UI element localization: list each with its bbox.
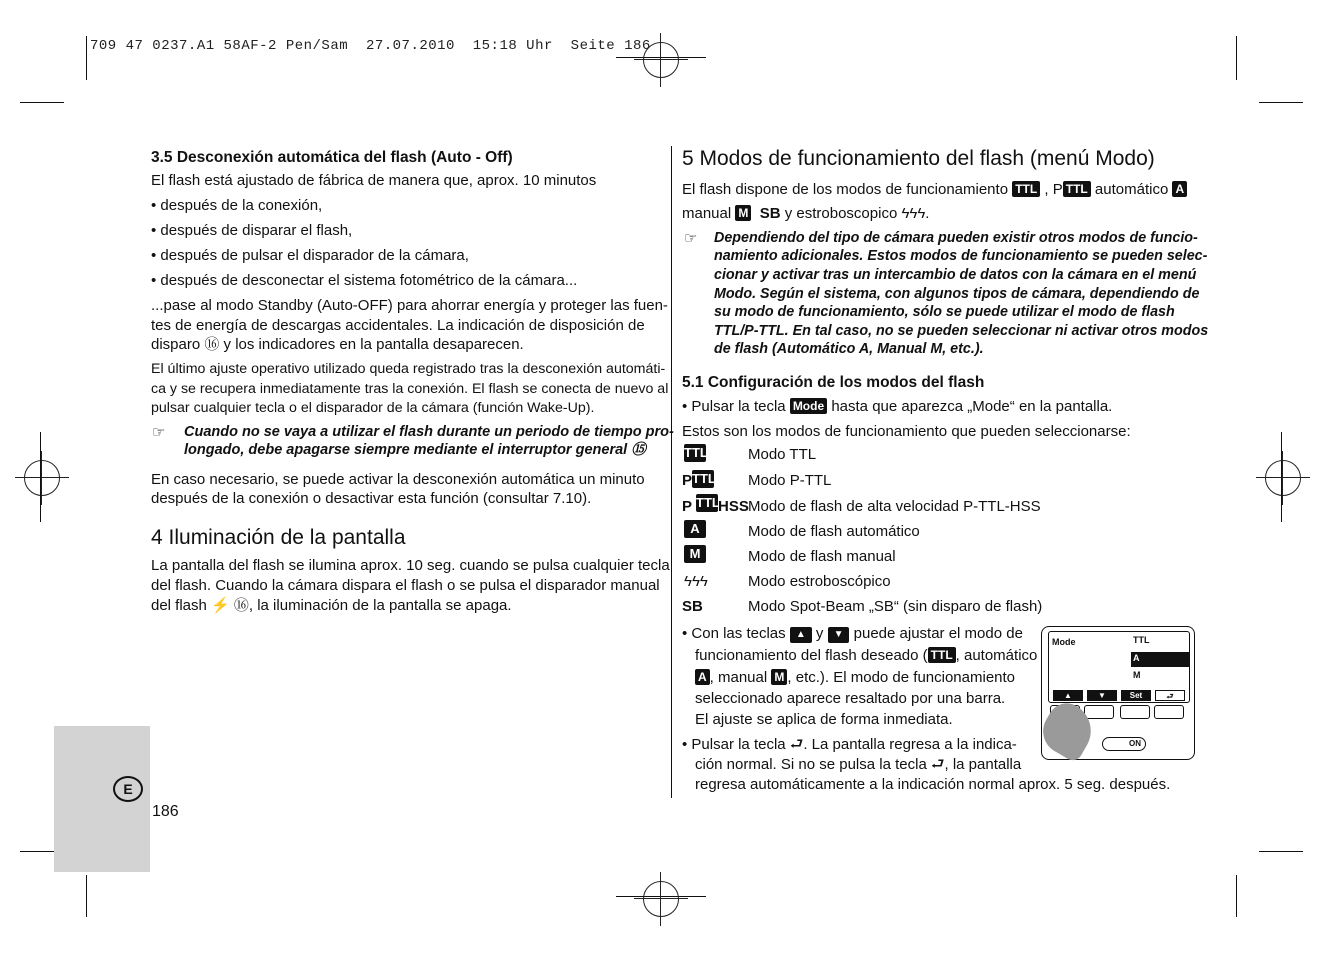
registration-mark — [24, 460, 60, 496]
bullet-text: , etc.). El modo de funcionamiento — [787, 669, 1016, 686]
mode-label: Modo estroboscópico — [748, 573, 891, 590]
list-item-cont — [695, 668, 1015, 687]
section-5-intro-line2 — [682, 204, 929, 223]
bullet-text: , automático — [955, 647, 1038, 664]
list-item: • después de desconectar el sistema fotométrico de la cámara... — [151, 272, 578, 289]
bullet-text: funcionamiento del flash deseado ( — [695, 647, 928, 664]
bullet-text: puede ajustar el modo de — [853, 625, 1023, 642]
mode-label: Modo de flash automático — [748, 523, 920, 540]
diagram-up-key-icon: ▲ — [1053, 690, 1083, 701]
auto-badge-icon: A — [1172, 181, 1187, 197]
list-item — [682, 397, 1112, 416]
modes-intro: Estos son los modos de funcionamiento que pueden seleccionarse: — [682, 423, 1131, 440]
diagram-display — [1048, 631, 1190, 703]
crop-mark — [40, 432, 41, 522]
auto-badge-icon: A — [684, 520, 706, 538]
p-label: P — [682, 472, 693, 489]
paragraph-line: del flash. Cuando la cámara dispara el flash o se pulsa el disparador manual — [151, 577, 660, 594]
page-number: 186 — [152, 803, 179, 820]
bullet-text: • Con las teclas — [682, 625, 786, 642]
note-line: cionar y activar tras un intercambio de datos con la cámara en el menú — [714, 267, 1197, 283]
intro-text: automático — [1094, 181, 1169, 198]
section-5-title: 5 Modos de funcionamiento del flash (menú Modo) — [682, 147, 1155, 170]
list-item-cont: seleccionado aparece resaltado por una barra. — [695, 690, 1006, 707]
ttl-badge-icon: TTL — [684, 445, 708, 460]
section-5-1-title: 5.1 Configuración de los modos del flash — [682, 374, 985, 391]
up-arrow-key-icon: ▲ — [790, 627, 812, 643]
paragraph-line: tes de energía de descargas accidentales. La indicación de disposición de — [151, 317, 645, 334]
auto-badge-icon: A — [695, 669, 710, 685]
note-line: Modo. Según el sistema, con algunos tipos de cámara, dependiendo de — [714, 286, 1200, 302]
paragraph-line: ca y se recupera inmediatamente tras la conexión. El flash se conecta de nuevo al — [151, 381, 669, 397]
hss-label: HSS — [718, 498, 749, 515]
list-item-cont — [695, 646, 1037, 665]
crop-mark — [1236, 36, 1237, 80]
diagram-button — [1120, 705, 1150, 719]
sb-label: SB — [682, 598, 703, 615]
list-item-cont — [695, 755, 1021, 774]
registration-mark — [643, 881, 679, 917]
diagram-a-label: A — [1133, 653, 1140, 663]
note-line: longado, debe apagarse siempre mediante el interruptor general ⑮ — [184, 442, 646, 458]
crop-mark — [20, 102, 64, 103]
note-line: namiento adicionales. Estos modos de funcionamiento se pueden selec- — [714, 248, 1208, 264]
bullet-text: , la pantalla — [944, 756, 1022, 773]
section-3-5-intro: El flash está ajustado de fábrica de manera que, aprox. 10 minutos — [151, 172, 597, 189]
ttl-badge-icon: TTL — [1012, 181, 1040, 197]
paragraph-line: ...pase al modo Standby (Auto-OFF) para ahorrar energía y proteger las fuen- — [151, 297, 668, 314]
diagram-ttl-label: TTL — [1133, 635, 1150, 645]
sb-label: SB — [759, 205, 781, 222]
manual-badge-icon: M — [735, 205, 751, 221]
mode-label: Modo P-TTL — [748, 472, 832, 489]
crop-mark — [1259, 102, 1303, 103]
intro-text: y estroboscopico ϟϟϟ. — [784, 205, 930, 222]
pointing-hand-icon: ☞ — [152, 424, 166, 441]
ttl-badge-icon: TTL — [696, 495, 720, 510]
bullet-text: • Pulsar la tecla — [682, 398, 786, 415]
pointing-hand-icon: ☞ — [684, 230, 698, 247]
crop-mark — [1236, 875, 1237, 917]
paragraph-line: En caso necesario, se puede activar la desconexión automática un minuto — [151, 471, 645, 488]
note-line: de flash (Automático A, Manual M, etc.). — [714, 341, 984, 357]
bullet-text: . La pantalla regresa a la indica- — [803, 736, 1017, 753]
list-item — [682, 735, 1017, 754]
crop-mark — [1281, 432, 1282, 522]
column-divider — [671, 146, 672, 798]
diagram-mode-label: Mode — [1052, 637, 1076, 647]
note-line: Dependiendo del tipo de cámara pueden existir otros modos de funcio- — [714, 230, 1198, 246]
crop-mark — [86, 875, 87, 917]
return-key-icon: ⮐ — [930, 756, 945, 773]
flash-control-diagram — [1041, 626, 1195, 760]
bullet-text: hasta que aparezca „Mode“ en la pantalla. — [831, 398, 1113, 415]
note-line: su modo de funcionamiento, sólo se puede utilizar el modo de flash — [714, 304, 1175, 320]
manual-badge-icon: M — [771, 669, 787, 685]
mode-label: Modo de flash manual — [748, 548, 896, 565]
section-4-title: 4 Iluminación de la pantalla — [151, 526, 406, 549]
note-line: TTL/P-TTL. En tal caso, no se pueden seleccionar ni activar otros modos — [714, 323, 1209, 339]
manual-badge-icon: M — [684, 545, 706, 563]
down-arrow-key-icon: ▼ — [828, 627, 850, 643]
diagram-m-label: M — [1133, 670, 1141, 680]
intro-text: El flash dispone de los modos de funcionamiento — [682, 181, 1009, 198]
crop-mark — [1259, 851, 1303, 852]
diagram-return-key-icon: ⮐ — [1155, 690, 1185, 701]
bullet-text: , manual — [709, 669, 768, 686]
diagram-button — [1154, 705, 1184, 719]
diagram-set-key: Set — [1121, 690, 1151, 701]
note-line: Cuando no se vaya a utilizar el flash durante un periodo de tiempo pro- — [184, 424, 674, 440]
ttl-badge-icon: TTL — [692, 471, 716, 486]
paragraph-line: del flash ⚡ ⑯, la iluminación de la pantalla se apaga. — [151, 597, 512, 614]
print-header: 709 47 0237.A1 58AF-2 Pen/Sam 27.07.2010 15:18 Uhr Seite 186 — [90, 38, 651, 54]
section-5-intro — [682, 180, 1187, 199]
list-item-cont: El ajuste se aplica de forma inmediata. — [695, 711, 953, 728]
list-item — [682, 624, 1023, 643]
ttl-badge-icon: TTL — [1063, 181, 1091, 197]
p-label: P — [682, 498, 693, 515]
crop-mark — [86, 36, 87, 80]
paragraph-line: La pantalla del flash se ilumina aprox. 10 seg. cuando se pulsa cualquier tecla — [151, 557, 670, 574]
list-item: • después de pulsar el disparador de la cámara, — [151, 247, 469, 264]
diagram-on-switch: ON — [1102, 737, 1146, 751]
ttl-badge-icon: TTL — [928, 647, 956, 663]
bullet-text: y — [815, 625, 824, 642]
paragraph-line: después de la conexión o desactivar esta función (consultar 7.10). — [151, 490, 592, 507]
intro-text: manual — [682, 205, 732, 222]
paragraph-line: disparo ⑯ y los indicadores en la pantalla desaparecen. — [151, 336, 524, 353]
list-item-cont: regresa automáticamente a la indicación normal aprox. 5 seg. después. — [695, 776, 1171, 793]
registration-mark — [643, 42, 679, 78]
paragraph-line: El último ajuste operativo utilizado queda registrado tras la desconexión automáti- — [151, 361, 666, 377]
paragraph-line: pulsar cualquier tecla o el disparador de la cámara (función Wake-Up). — [151, 400, 595, 416]
list-item: • después de disparar el flash, — [151, 222, 353, 239]
mode-label: Modo TTL — [748, 446, 817, 463]
registration-mark — [1265, 460, 1301, 496]
mode-label: Modo de flash de alta velocidad P-TTL-HSS — [748, 498, 1041, 515]
intro-text: , P — [1044, 181, 1063, 198]
return-key-icon: ⮐ — [789, 736, 804, 753]
diagram-down-key-icon: ▼ — [1087, 690, 1117, 701]
list-item: • después de la conexión, — [151, 197, 323, 214]
mode-label: Modo Spot-Beam „SB“ (sin disparo de flash) — [748, 598, 1043, 615]
mode-key-icon: Mode — [790, 398, 827, 414]
section-3-5-title: 3.5 Desconexión automática del flash (Auto - Off) — [151, 149, 513, 166]
diagram-button — [1084, 705, 1114, 719]
bullet-text: • Pulsar la tecla — [682, 736, 786, 753]
language-badge: E — [113, 776, 143, 802]
strobe-icon: ϟϟϟ — [684, 573, 708, 590]
bullet-text: ción normal. Si no se pulsa la tecla — [695, 756, 927, 773]
